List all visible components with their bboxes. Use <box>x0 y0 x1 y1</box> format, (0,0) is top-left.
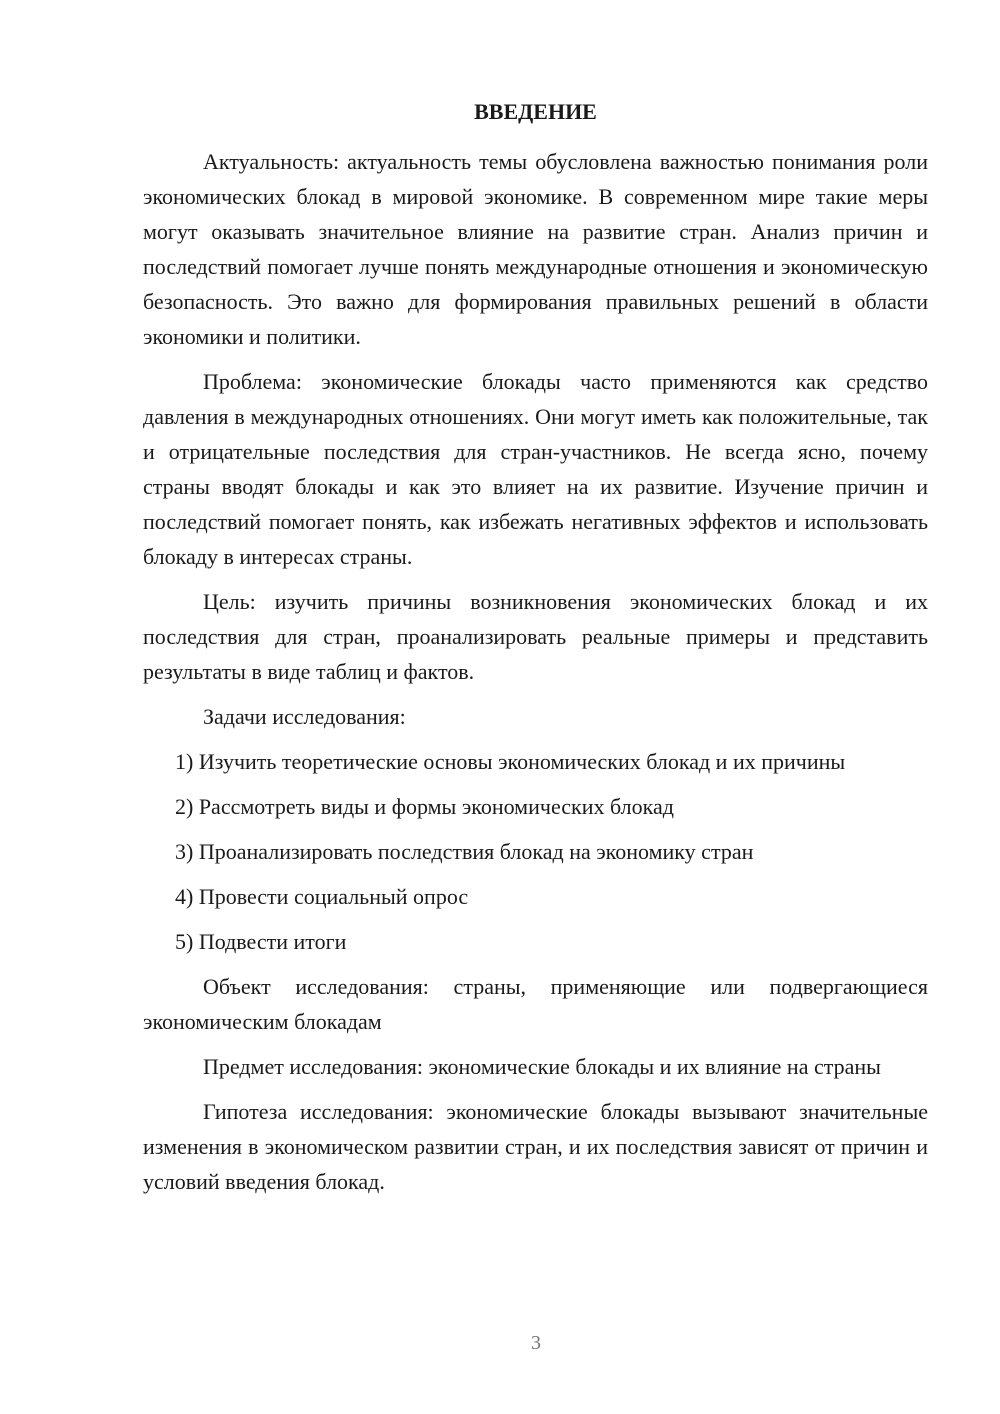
page-number: 3 <box>531 1332 541 1354</box>
task-item: 5) Подвести итоги <box>175 929 347 954</box>
task-item: 3) Проанализировать последствия блокад на экономику стран <box>175 839 754 864</box>
problem-paragraph: Проблема: экономические блокады часто применяются как средство давления в международных отношениях. Они могут иметь как положительные, так и отрицательные последствия для стран-участников. Не всегда ясно, почему страны вводят блокады и как это влияет на их развитие. Изучение причин и последствий помогает понять, как избежать негативных эффектов и использовать блокаду в интересах страны. <box>143 369 928 569</box>
task-item: 2) Рассмотреть виды и формы экономических блокад <box>175 794 674 819</box>
page-content <box>143 94 928 1209</box>
tasks-heading: Задачи исследования: <box>203 704 406 729</box>
section-title: ВВЕДЕНИЕ <box>474 99 597 124</box>
subject-paragraph: Предмет исследования: экономические блокады и их влияние на страны <box>203 1054 881 1079</box>
task-item: 4) Провести социальный опрос <box>175 884 469 909</box>
object-paragraph: Объект исследования: страны, применяющие или подвергающиеся экономическим блокадам <box>143 974 928 1034</box>
tasks-list <box>143 744 928 959</box>
task-item: 1) Изучить теоретические основы экономических блокад и их причины <box>175 749 846 774</box>
relevance-paragraph: Актуальность: актуальность темы обусловлена важностью понимания роли экономических блокад в мировой экономике. В современном мире такие меры могут оказывать значительное влияние на развитие стран. Анализ причин и последствий помогает лучше понять международные отношения и экономическую безопасность. Это важно для формирования правильных решений в области экономики и политики. <box>143 149 928 349</box>
goal-paragraph: Цель: изучить причины возникновения экономических блокад и их последствия для стран, проанализировать реальные примеры и представить результаты в виде таблиц и фактов. <box>143 589 928 684</box>
hypothesis-paragraph: Гипотеза исследования: экономические блокады вызывают значительные изменения в экономическом развитии стран, и их последствия зависят от причин и условий введения блокад. <box>143 1099 928 1194</box>
